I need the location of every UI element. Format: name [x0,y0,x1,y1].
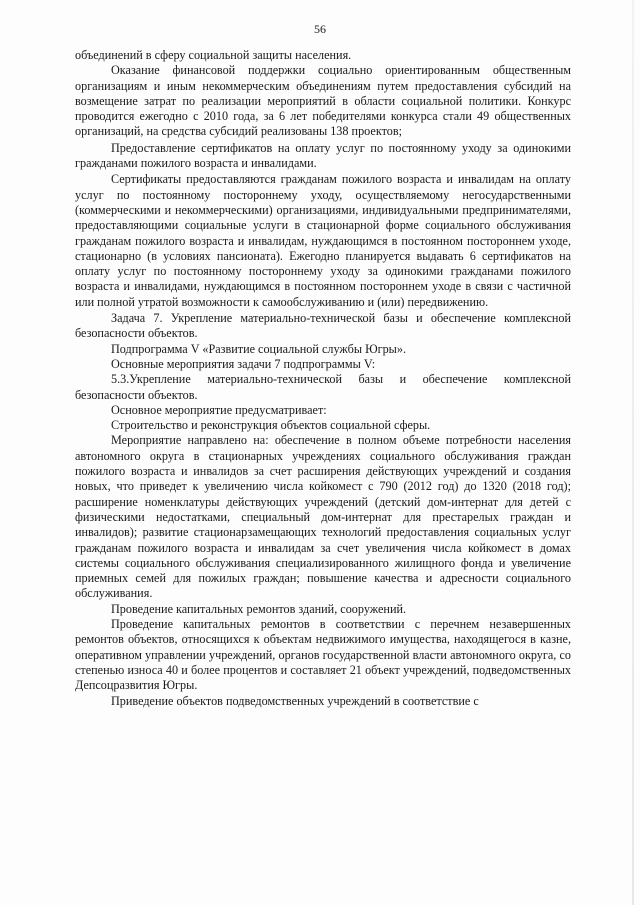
document-body [75,48,571,710]
paragraph: Основное мероприятие предусматривает: [111,402,327,417]
paragraph: 5.3.Укрепление материально-технической базы и обеспечение комплексной безопасности объектов. [75,372,571,402]
scan-edge [632,0,634,905]
paragraph: Приведение объектов подведомственных учреждений в соответствие с [111,694,479,709]
paragraph: Строительство и реконструкция объектов социальной сферы. [111,418,431,433]
paragraph: Проведение капитальных ремонтов зданий, сооружений. [111,601,407,616]
paragraph: Основные мероприятия задачи 7 подпрограммы V: [111,356,376,371]
paragraph: объединений в сферу социальной защиты населения. [75,48,352,62]
page-number: 56 [314,22,326,36]
paragraph: Подпрограмма V «Развитие социальной службы Югры». [111,341,407,356]
paragraph: Сертификаты предоставляются гражданам пожилого возраста и инвалидам на оплату услуг по постоянному постороннему уходу, осуществляемому негосударственными (коммерческими и некоммерческими) организациями, индивидуальными предпринимателями, предоставляющими социальные услуги в стационарной форме социального обслуживания гражданам пожилого возраста и инвалидам, нуждающимся в постоянном постороннем уходе, стационарно (в условиях пансионата). Ежегодно планируется выдавать 6 сертификатов на оплату услуг по постоянному постороннему уходу за одинокими гражданами пожилого возраста и инвалидами, нуждающимся в постоянном постороннем уходе в связи с частичной или полной утратой возможности к самообслуживанию и (или) передвижению. [75,172,571,309]
paragraph: Задача 7. Укрепление материально-технической базы и обеспечение комплексной безопасности объектов. [75,311,571,341]
paragraph: Мероприятие направлено на: обеспечение в полном объеме потребности населения автономного округа в стационарных учреждениях социального обслуживания граждан пожилого возраста и инвалидов за счет расширения действующих учреждений и создания новых, что приведет к увеличению числа койкомест с 790 (2012 год) до 1320 (2018 год); расширение номенклатуры действующих учреждений (детский дом-интернат для детей с физическими недостатками, специальный дом-интернат для престарелых граждан и инвалидов); развитие стационарзамещающих технологий предоставления социальных услуг гражданам пожилого возраста и инвалидам за счет увеличения числа койкомест в домах системы социального обслуживания специализированного жилищного фонда и увеличение приемных семей для пожилых граждан; повышение качества и адресности социального обслуживания. [75,433,571,601]
paragraph: Проведение капитальных ремонтов в соответствии с перечнем незавершенных ремонтов объектов, относящихся к объектам недвижимого имущества, находящегося в казне, оперативном управлении учреждений, органов государственной власти автономного округа, со степенью износа 40 и более процентов и составляет 21 объект учреждений, подведомственных Депсоцразвития Югры. [75,616,571,693]
paragraph: Предоставление сертификатов на оплату услуг по постоянному уходу за одинокими гражданами пожилого возраста и инвалидами. [75,140,571,171]
paragraph: Оказание финансовой поддержки социально ориентированным общественным организациям и иным некоммерческим объединениям путем предоставления субсидий на возмещение затрат по реализации мероприятий в области социальной политики. Конкурс проводится ежегодно с 2010 года, за 6 лет победителями конкурса стали 49 общественных организаций, на средства субсидий реализованы 138 проектов; [75,63,571,139]
